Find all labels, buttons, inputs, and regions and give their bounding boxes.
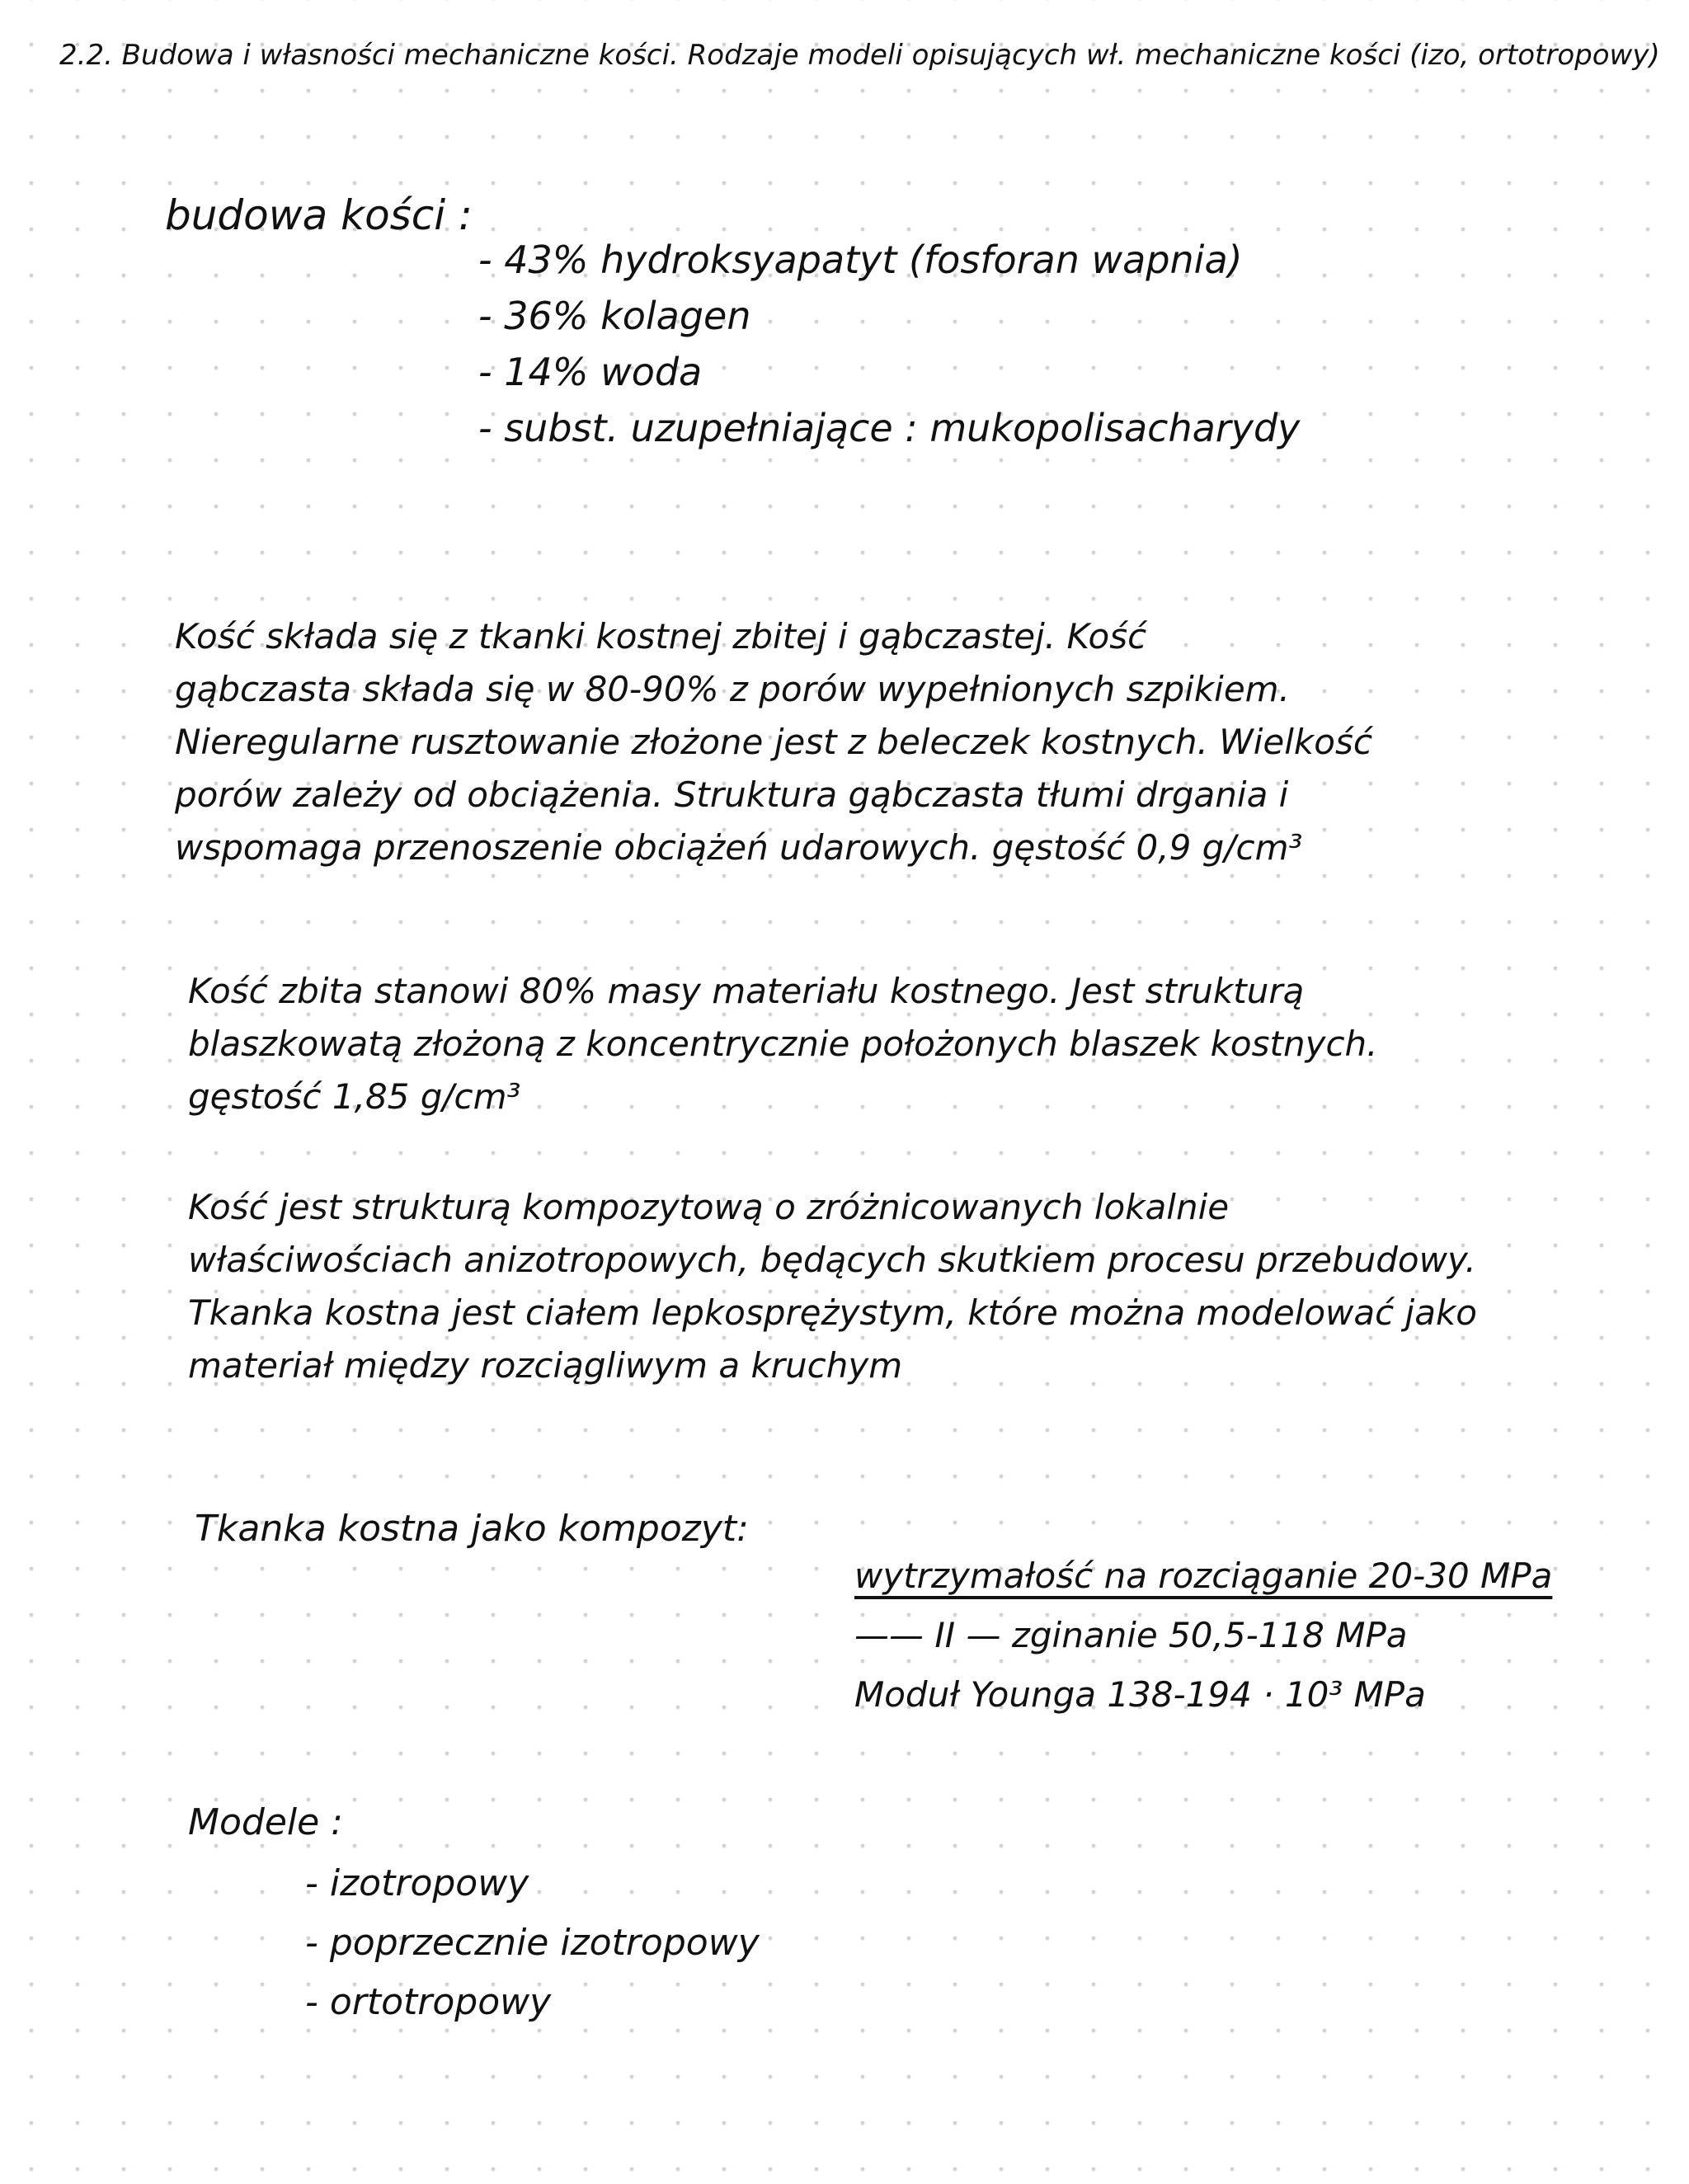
composition-title: budowa kości : — [165, 191, 473, 239]
text-line: właściwościach anizotropowych, będących skutkiem procesu przebudowy. — [188, 1240, 1476, 1280]
youngs-modulus: Moduł Younga 138-194 · 10³ MPa — [854, 1674, 1426, 1715]
bending-strength: zginanie 50,5-118 MPa — [1011, 1615, 1408, 1655]
page-heading: 2.2. Budowa i własności mechaniczne kości. Rodzaje modeli opisujących wł. mechaniczne kości (izo, ortotropowy) — [59, 39, 1660, 72]
text-line: materiał między rozciągliwym a kruchym — [188, 1345, 903, 1386]
text-line: Kość jest strukturą kompozytową o zróżnicowanych lokalnie — [188, 1187, 1230, 1227]
paragraph-compact-bone — [188, 965, 1378, 1123]
text-line: gąbczasta składa się w 80-90% z porów wypełnionych szpikiem. — [175, 669, 1290, 709]
list-item: - izotropowy — [305, 1862, 529, 1904]
paragraph-bone-structure — [175, 610, 1372, 874]
list-item: - 43% hydroksyapatyt (fosforan wapnia) — [478, 238, 1243, 282]
list-item: - 36% kolagen — [478, 294, 751, 338]
bending-strength-row — [854, 1615, 1552, 1678]
list-item: - subst. uzupełniające : mukopolisacharydy — [478, 406, 1301, 450]
composite-title: Tkanka kostna jako kompozyt: — [195, 1508, 749, 1550]
composite-properties — [854, 1556, 1553, 1737]
text-line: porów zależy od obciążenia. Struktura gąbczasta tłumi drgania i — [175, 774, 1289, 815]
models-title: Modele : — [188, 1801, 343, 1843]
text-line: Kość zbita stanowi 80% masy materiału kostnego. Jest strukturą — [188, 971, 1305, 1011]
text-line: blaszkowatą złożoną z koncentrycznie położonych blaszek kostnych. — [188, 1024, 1378, 1064]
paragraph-composite-structure — [188, 1181, 1477, 1392]
text-line: Nieregularne rusztowanie złożone jest z beleczek kostnych. Wielkość — [175, 722, 1372, 762]
list-item: - poprzecznie izotropowy — [305, 1922, 760, 1964]
list-item: - 14% woda — [478, 350, 703, 394]
text-line: gęstość 1,85 g/cm³ — [188, 1076, 521, 1117]
text-line: Kość składa się z tkanki kostnej zbitej i gąbczastej. Kość — [175, 616, 1147, 657]
composition-list — [478, 238, 1301, 465]
text-line: wspomaga przenoszenie obciążeń udarowych. gęstość 0,9 g/cm³ — [175, 827, 1303, 868]
models-list — [305, 1862, 760, 2044]
list-item: - ortotropowy — [305, 1981, 552, 2023]
tensile-strength: wytrzymałość na rozciąganie 20-30 MPa — [854, 1556, 1553, 1596]
ditto-marker: —— II — — [854, 1615, 1001, 1655]
text-line: Tkanka kostna jest ciałem lepkosprężystym, które można modelować jako — [188, 1292, 1477, 1333]
